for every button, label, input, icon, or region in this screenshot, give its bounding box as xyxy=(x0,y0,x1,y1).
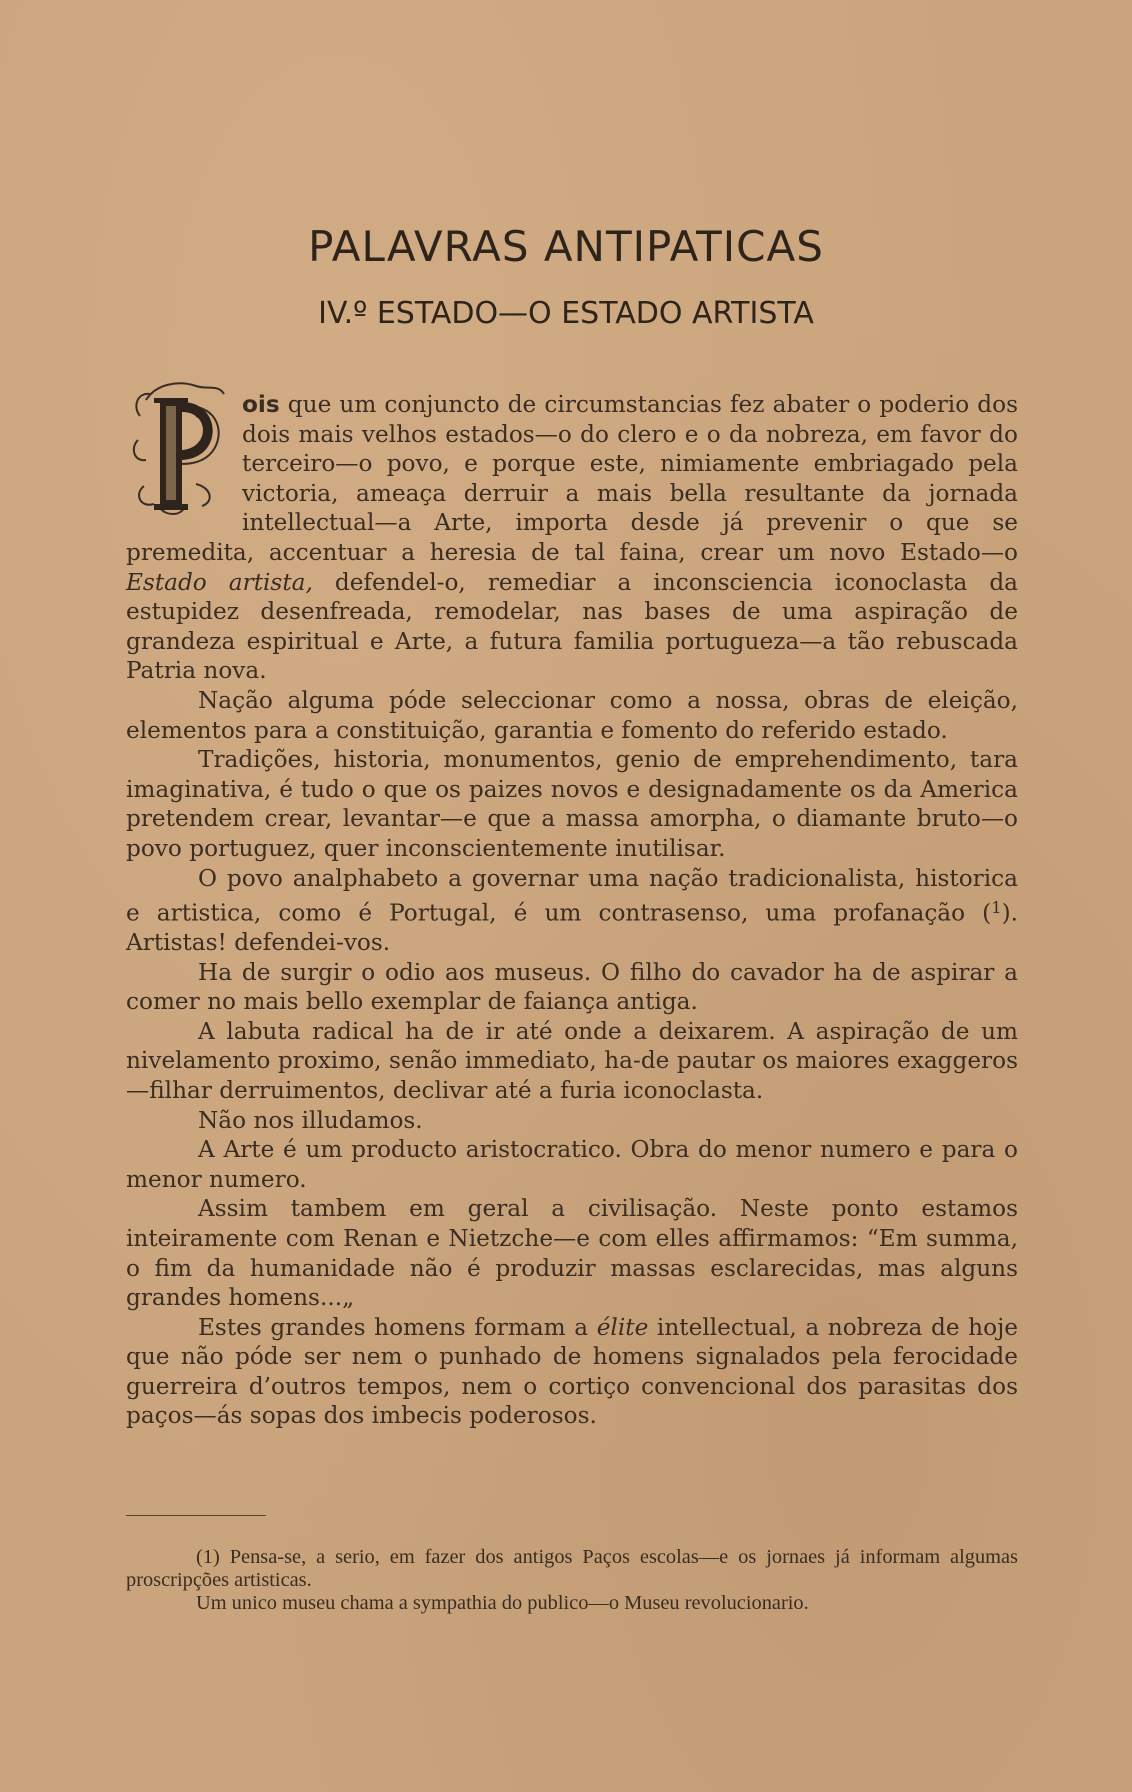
footnote-text-1: Pensa-se, a serio, em fazer dos antigos Paços escolas—e os jornaes já informam algumas proscripções artisticas. xyxy=(126,1546,1018,1591)
italic-elite: élite xyxy=(596,1313,649,1341)
paragraph-1 xyxy=(126,390,1018,686)
footnote xyxy=(126,1546,1018,1615)
ornamental-initial-p-icon xyxy=(126,376,232,524)
paragraph-9: Assim tambem em geral a civilisação. Neste ponto estamos inteiramente com Renan e Nietzche—e com elles affirmamos: “Em summa, o fim da humanidade não é produzir massas esclarecidas, mas alguns grandes homens...„ xyxy=(126,1195,1018,1312)
paragraph-1-text-a: que um conjuncto de circumstancias fez abater o poderio dos dois mais velhos estados—o do clero e o da nobreza, em favor do terceiro—o povo, e porque este, nimiamente embriagado pela victoria, ameaça derruir a mais bella resultante da jornada intellectual—a Arte, importa desde já prevenir o que se premedita, accentuar a heresia de tal faina, crear um novo Estado—o xyxy=(126,391,1018,566)
paragraph-4-text-a: O povo analphabeto a governar uma nação tradicionalista, historica e artistica, como é Portugal, é um contrasenso, uma profanação ( xyxy=(126,864,1018,927)
footnote-line-1 xyxy=(126,1546,1018,1592)
footnote-line-2: Um unico museu chama a sympathia do publico—o Museu revolucionario. xyxy=(196,1592,809,1614)
page-title: PALAVRAS ANTIPATICAS xyxy=(308,222,824,271)
page-subtitle: IV.º ESTADO—O ESTADO ARTISTA xyxy=(318,296,814,331)
paragraph-5: Ha de surgir o odio aos museus. O filho do cavador ha de aspirar a comer no mais bello exemplar de faiança antiga. xyxy=(126,958,1018,1016)
paragraph-10 xyxy=(126,1313,1018,1431)
paragraph-2: Nação alguma póde seleccionar como a nossa, obras de eleição, elementos para a constituição, garantia e fomento do referido estado. xyxy=(126,686,1018,744)
paragraph-1-text-b: defendel-o, remediar a inconsciencia iconoclasta da estupidez desenfreada, remodelar, nas bases de uma aspiração de grandeza espiritual e Arte, a futura familia portugueza—a tão rebuscada Patria nova. xyxy=(126,568,1018,685)
paragraph-10-text-a: Estes grandes homens formam a xyxy=(198,1313,597,1341)
paragraph-8: A Arte é um producto aristocratico. Obra do menor numero e para o menor numero. xyxy=(126,1136,1018,1193)
paragraph-4 xyxy=(126,864,1018,958)
paragraph-3: Tradições, historia, monumentos, genio de emprehendimento, tara imaginativa, é tudo o que os paizes novos e designadamente os da America pretendem crear, levantar—e que a massa amorpha, o diamante bruto—o povo portuguez, quer inconscientemente inutilisar. xyxy=(126,746,1018,862)
paragraph-7: Não nos illudamos. xyxy=(198,1106,423,1134)
footnote-marker: (1) xyxy=(196,1546,220,1568)
footnote-reference: 1 xyxy=(991,898,1002,918)
paragraph-4-text-b: ). Artistas! defendei-vos. xyxy=(126,899,1018,956)
lead-word: ois xyxy=(242,391,280,418)
article-body xyxy=(126,390,1018,1431)
italic-estado-artista: Estado artista, xyxy=(126,568,313,596)
paragraph-10-text-b: intellectual, a nobreza de hoje que não póde ser nem o punhado de homens signalados pela ferocidade guerreira d’outros tempos, nem o cortiço convencional dos parasitas dos paços—ás sopas dos imbecis poderosos. xyxy=(126,1313,1018,1430)
paragraph-6: A labuta radical ha de ir até onde a deixarem. A aspiração de um nivelamento proximo, senão immediato, ha-de pautar os maiores exaggeros—filhar derruimentos, declivar até a furia iconoclasta. xyxy=(126,1017,1018,1104)
footnote-divider xyxy=(126,1515,266,1516)
